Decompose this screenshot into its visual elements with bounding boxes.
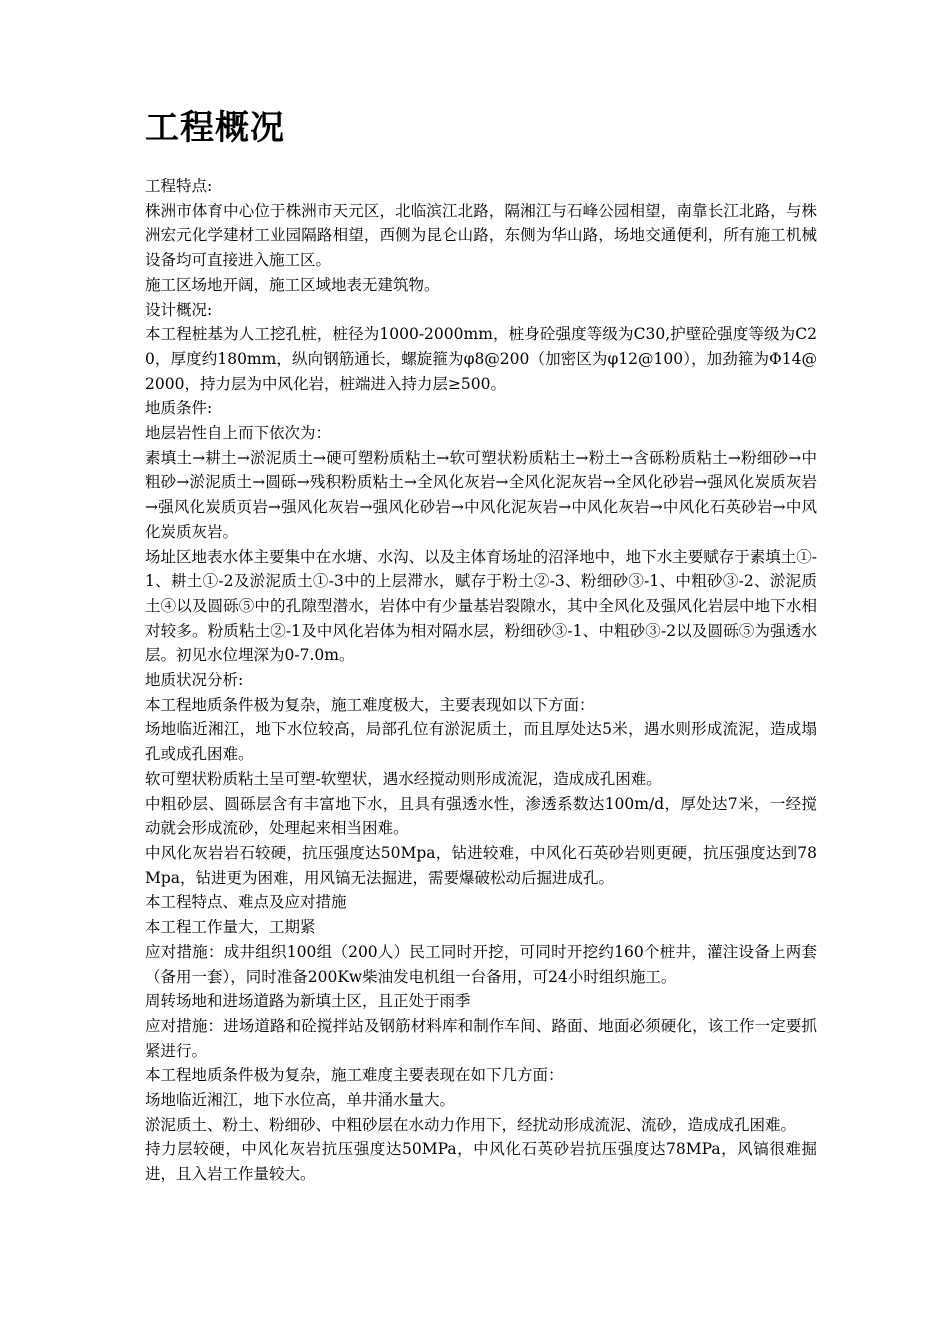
paragraph-analysis-intro: 本工程地质条件极为复杂，施工难度极大，主要表现如以下方面：: [145, 695, 595, 714]
heading-geology: 地质条件:: [145, 399, 213, 418]
paragraph-pile-design: 本工程桩基为人工挖孔桩，桩径为1000-2000mm，桩身砼强度等级为C30,护壁砼强度等级为C20，厚度约180mm，纵向钢筋通长，螺旋箍为φ8@200（加密区为φ12@100），加劲箍为Φ14@2000，持力层为中风化岩，桩端进入持力层≥500。: [145, 325, 817, 393]
heading-project-features: 工程特点:: [145, 177, 213, 195]
paragraph-site-open: 施工区场地开阔，施工区域地表无建筑物。: [145, 275, 440, 294]
paragraph-workload-measures: 应对措施：成井组织100组（200人）民工同时开挖，可同时开挖约160个桩井，灌注设备上两套（备用一套），同时准备200Kw柴油发电机组一台备用，可24小时组织施工。: [145, 942, 817, 986]
heading-geology-analysis: 地质状况分析:: [145, 671, 244, 690]
paragraph-site-roads: 周转场地和进场道路为新填土区，且正处于雨季: [145, 992, 471, 1011]
paragraph-difficulty-intro: 本工程地质条件极为复杂，施工难度主要表现在如下几方面：: [145, 1066, 564, 1085]
paragraph-analysis-sand: 中粗砂层、圆砾层含有丰富地下水，且具有强透水性，渗透系数达100m/d，厚处达7米，一经搅动就会形成流砂，处理起来相当困难。: [145, 794, 817, 838]
heading-design-overview: 设计概况:: [145, 300, 213, 319]
document-title: 工程概况: [145, 108, 285, 148]
document-body: [145, 174, 817, 1187]
paragraph-difficulty-soil: 淤泥质土、粉土、粉细砂、中粗砂层在水动力作用下，经扰动形成流泥、流砂，造成成孔困难。: [145, 1115, 797, 1134]
paragraph-difficulty-water: 场地临近湘江，地下水位高，单井涌水量大。: [145, 1091, 456, 1110]
paragraph-location: 株洲市体育中心位于株洲市天元区，北临滨江北路，隔湘江与石峰公园相望，南靠长江北路，与株洲宏元化学建材工业园隔路相望，西侧为昆仑山路，东侧为华山路，场地交通便利，所有施工机械设备均可直接进入施工区。: [145, 201, 817, 270]
paragraph-analysis-rock: 中风化灰岩岩石较硬，抗压强度达50Mpa，钻进较难，中风化石英砂岩则更硬，抗压强度达到78Mpa，钻进更为困难，用风镐无法掘进，需要爆破松动后掘进成孔。: [145, 843, 817, 887]
paragraph-analysis-clay: 软可塑状粉质粘土呈可塑-软塑状，遇水经搅动则形成流泥，造成成孔困难。: [145, 769, 662, 788]
paragraph-workload: 本工程工作量大，工期紧: [145, 918, 316, 937]
heading-difficulties: 本工程特点、难点及应对措施: [145, 893, 347, 912]
paragraph-groundwater: 场址区地表水体主要集中在水塘、水沟、以及主体育场址的沼泽地中，地下水主要赋存于素填土①-1、耕土①-2及淤泥质土①-3中的上层滞水，赋存于粉土②-3、粉细砂③-1、中粗砂③-2、淤泥质土④以及圆砾⑤中的孔隙型潜水，岩体中有少量基岩裂隙水，其中全风化及强风化岩层中地下水相对较多。粉质粘土②-1及中风化岩体为相对隔水层，粉细砂③-1、中粗砂③-2以及圆砾⑤为强透水层。初见水位埋深为0-7.0m。: [145, 547, 817, 665]
paragraph-analysis-silt: 场地临近湘江，地下水位较高，局部孔位有淤泥质土，而且厚处达5米，遇水则形成流泥，造成塌孔或成孔困难。: [145, 720, 817, 764]
paragraph-strata-intro: 地层岩性自上而下依次为：: [145, 424, 332, 443]
paragraph-strata-sequence: 素填土→耕土→淤泥质土→硬可塑粉质粘土→软可塑状粉质粘土→粉土→含砾粉质粘土→粉细砂→中粗砂→淤泥质土→圆砾→残积粉质粘土→全风化灰岩→全风化泥灰岩→全风化砂岩→强风化炭质灰岩→强风化炭质页岩→强风化灰岩→强风化砂岩→中风化泥灰岩→中风化灰岩→中风化石英砂岩→中风化炭质灰岩。: [145, 448, 817, 541]
paragraph-difficulty-bearing: 持力层较硬，中风化灰岩抗压强度达50MPa，中风化石英砂岩抗压强度达78MPa，风镐很难掘进，且入岩工作量较大。: [145, 1140, 817, 1184]
paragraph-roads-measures: 应对措施：进场道路和砼搅拌站及钢筋材料库和制作车间、路面、地面必须硬化，该工作一定要抓紧进行。: [145, 1016, 817, 1060]
